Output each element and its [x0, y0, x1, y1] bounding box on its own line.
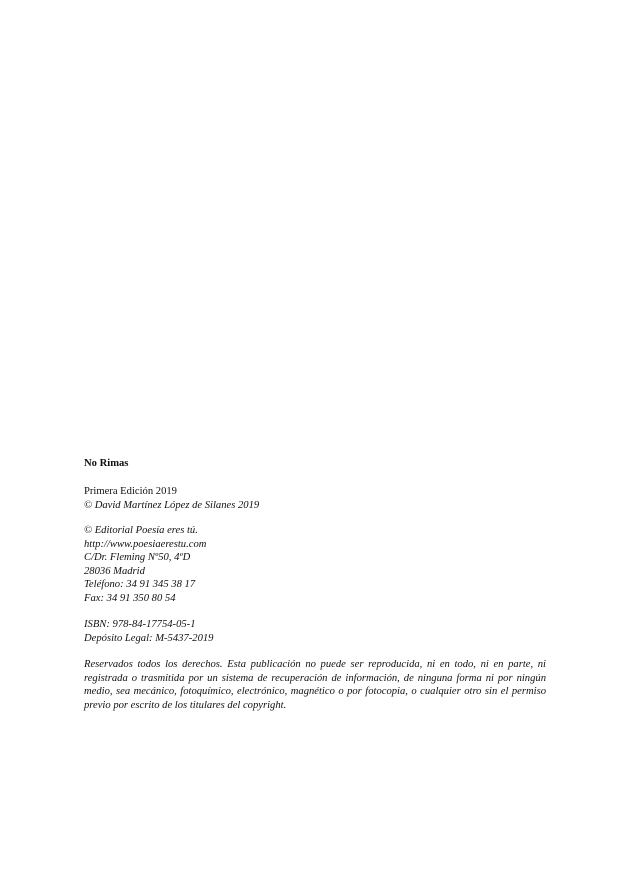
legal-block	[84, 618, 546, 645]
legal-deposit: Depósito Legal: M-5437-2019	[84, 632, 214, 644]
edition-block	[84, 485, 546, 512]
author-copyright: © David Martínez López de Silanes 2019	[84, 499, 260, 511]
publisher-name: © Editorial Poesía eres tú.	[84, 525, 198, 536]
publisher-city: 28036 Madrid	[84, 565, 145, 577]
publisher-website: http://www.poesiaerestu.com	[84, 538, 207, 550]
publisher-street: C/Dr. Fleming Nº50, 4ºD	[84, 552, 191, 563]
book-title: No Rimas	[84, 458, 129, 469]
edition-line: Primera Edición 2019	[84, 486, 177, 497]
publisher-block	[84, 524, 546, 605]
publisher-phone: Teléfono: 34 91 345 38 17	[84, 579, 196, 590]
rights-notice: Reservados todos los derechos. Esta publicación no puede ser reproducida, ni en todo, ni en parte, ni registrada o trasmitida por un sistema de recuperación de información, de ninguna forma ni por ningún medio, sea mecánico, fotoquímico, electrónico, magnético o por fotocopia, o cualquier otro sin el permiso previo por escrito de los titulares del copyright.	[84, 659, 546, 711]
publisher-fax: Fax: 34 91 350 80 54	[84, 592, 176, 604]
copyright-page	[84, 457, 546, 712]
isbn: ISBN: 978-84-17754-05-1	[84, 619, 196, 630]
rights-block	[84, 658, 546, 712]
